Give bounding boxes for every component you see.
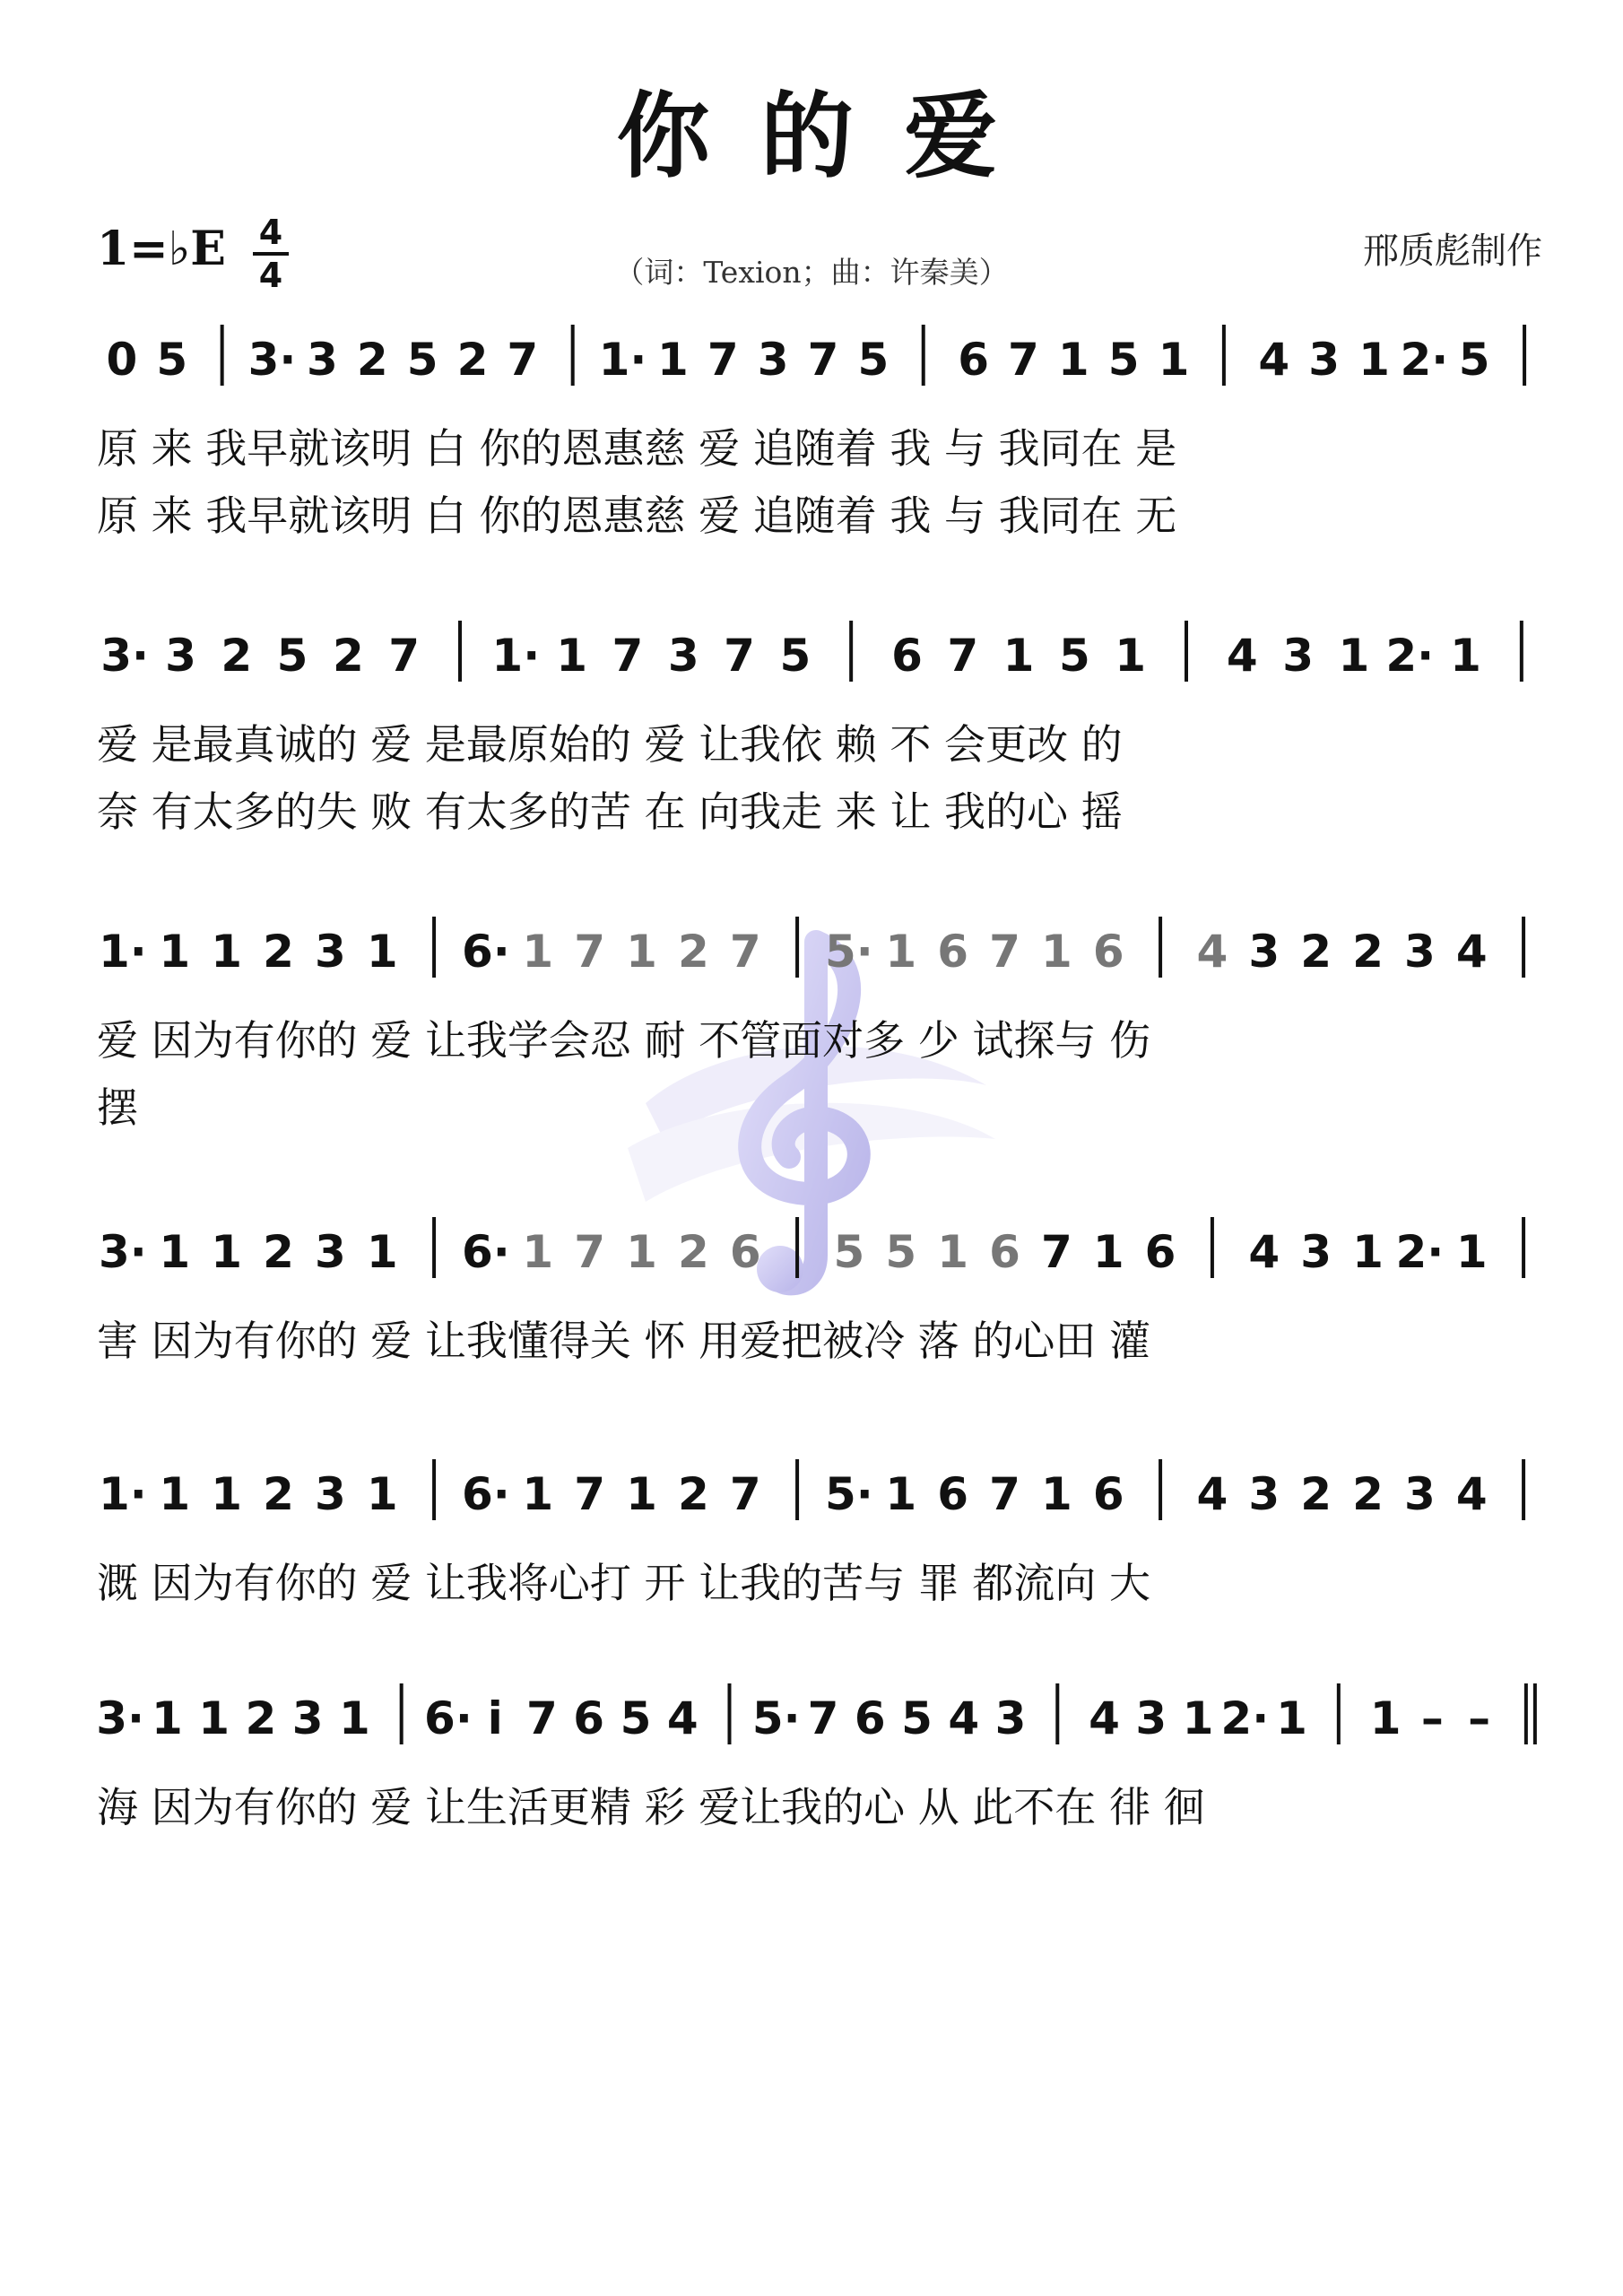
note: 1	[211, 1468, 243, 1520]
note: 1	[366, 1226, 398, 1278]
note: 7	[989, 926, 1020, 978]
note: 1·	[99, 926, 147, 978]
note: 2	[1300, 1468, 1332, 1520]
note: 6	[854, 1692, 886, 1744]
note: 3	[1282, 630, 1315, 682]
note: 7	[612, 630, 644, 682]
note: 5	[156, 334, 188, 386]
note: 1	[1338, 630, 1370, 682]
notation-row	[99, 1459, 1523, 1520]
note: 7	[707, 334, 739, 386]
note: 4	[1248, 1226, 1280, 1278]
note: 3	[1248, 926, 1280, 978]
note: 5	[833, 1226, 865, 1278]
note: 4	[1089, 1692, 1120, 1744]
note: 1	[885, 1468, 917, 1520]
note: 4	[1258, 334, 1290, 386]
note: 2	[1300, 926, 1332, 978]
note: 5	[885, 1226, 917, 1278]
note: 3	[314, 926, 346, 978]
note: 1	[159, 926, 191, 978]
note: 2	[263, 1226, 294, 1278]
note: 7	[1040, 1226, 1072, 1278]
note: 1	[151, 1692, 183, 1744]
note: 4	[1196, 1468, 1228, 1520]
note: 6·	[462, 926, 510, 978]
note: 1	[1358, 334, 1390, 386]
note: 5·	[825, 1468, 873, 1520]
note: 1	[522, 926, 554, 978]
note: 4	[1226, 630, 1258, 682]
note: 1	[211, 1226, 243, 1278]
lyric-line: 爱 是最真诚的 爱 是最原始的 爱 让我依 赖 不 会更改 的	[97, 720, 1123, 769]
note: 7	[574, 926, 606, 978]
note: 3	[1403, 1468, 1436, 1520]
note: 5	[406, 334, 438, 386]
note: 5	[1458, 334, 1490, 386]
note: 4	[1455, 1468, 1488, 1520]
note: 1	[198, 1692, 230, 1744]
note: 7	[507, 334, 539, 386]
note: 2	[263, 1468, 294, 1520]
note: 6	[937, 1468, 969, 1520]
note: 5	[1107, 334, 1140, 386]
notation-row	[107, 325, 1525, 386]
note: 3	[1248, 1468, 1280, 1520]
note: 7	[947, 630, 979, 682]
note: 1	[522, 1226, 554, 1278]
note: 6	[1092, 1468, 1124, 1520]
lyric-line: 摆	[97, 1083, 138, 1132]
lyric-line: 害 因为有你的 爱 让我懂得关 怀 用爱把被冷 落 的心田 灌	[97, 1317, 1150, 1365]
note: 1·	[491, 630, 541, 682]
note: 3·	[99, 1226, 147, 1278]
note: 3·	[247, 334, 297, 386]
note: 5	[779, 630, 812, 682]
note: 1	[522, 1468, 554, 1520]
note: 1	[211, 926, 243, 978]
note: 1	[366, 1468, 398, 1520]
note: 2	[221, 630, 253, 682]
time-signature-top: 4	[258, 213, 283, 252]
notation-row	[96, 1683, 1535, 1744]
note: 5·	[751, 1692, 801, 1744]
note: 3	[291, 1692, 324, 1744]
note: 1·	[99, 1468, 147, 1520]
note: 2·	[1400, 334, 1449, 386]
note: 6·	[424, 1692, 473, 1744]
note: –	[1468, 1692, 1491, 1744]
note: 6	[937, 926, 969, 978]
note: 1	[1352, 1226, 1384, 1278]
note: 5	[276, 630, 308, 682]
note: 1	[339, 1692, 370, 1744]
note: 4	[1455, 926, 1488, 978]
note: 2·	[1385, 630, 1435, 682]
note: 2	[356, 334, 388, 386]
note: 3·	[96, 1692, 145, 1744]
note: 3	[757, 334, 789, 386]
note: 1	[657, 334, 689, 386]
note: 1	[1450, 630, 1481, 682]
lyric-line: 溉 因为有你的 爱 让我将心打 开 让我的苦与 罪 都流向 大	[97, 1559, 1150, 1607]
note: 6	[989, 1226, 1020, 1278]
lyric-line: 原 来 我早就该明 白 你的恩惠慈 爱 追随着 我 与 我同在 是	[97, 424, 1177, 473]
note: 1	[1158, 334, 1190, 386]
note: 3·	[100, 630, 150, 682]
note: 1	[1092, 1226, 1124, 1278]
key-signature: 1=♭E	[97, 222, 226, 276]
note: 1	[366, 926, 398, 978]
note: 2	[677, 1468, 709, 1520]
note: 6	[729, 1226, 761, 1278]
notation-row	[100, 621, 1522, 682]
time-signature-bottom: 4	[258, 256, 283, 295]
note: 6	[958, 334, 989, 386]
note: 2	[677, 1226, 709, 1278]
note: 2·	[1220, 1692, 1270, 1744]
note: 1	[1057, 334, 1089, 386]
note: 1	[1115, 630, 1147, 682]
note: 1	[556, 630, 588, 682]
note: 3	[165, 630, 196, 682]
note: 7	[729, 1468, 761, 1520]
note: 7	[729, 926, 761, 978]
note: 5	[901, 1692, 933, 1744]
note: 1	[1002, 630, 1035, 682]
note: 6	[1144, 1226, 1176, 1278]
note: 7	[526, 1692, 558, 1744]
note: 5·	[825, 926, 873, 978]
lyric-line: 爱 因为有你的 爱 让我学会忍 耐 不管面对多 少 试探与 伤	[97, 1016, 1150, 1065]
note: 4	[666, 1692, 699, 1744]
note: 1	[626, 1226, 657, 1278]
note: 7	[574, 1468, 606, 1520]
lyric-line: 海 因为有你的 爱 让生活更精 彩 爱让我的心 从 此不在 徘 徊	[97, 1783, 1205, 1831]
note: 7	[807, 334, 839, 386]
note: 2	[456, 334, 489, 386]
note: 7	[388, 630, 421, 682]
note: 3	[314, 1468, 346, 1520]
note: 3	[667, 630, 699, 682]
note: i	[487, 1692, 503, 1744]
note: 6	[1092, 926, 1124, 978]
note: 5	[620, 1692, 652, 1744]
maker: 邢质彪制作	[1363, 230, 1542, 272]
note: 6·	[462, 1226, 510, 1278]
note: 5	[1058, 630, 1090, 682]
notation-row	[99, 917, 1523, 978]
note: 1	[937, 1226, 969, 1278]
note: 2	[245, 1692, 277, 1744]
note: 1	[626, 1468, 657, 1520]
note: 2	[1352, 1468, 1384, 1520]
note: 7	[807, 1692, 839, 1744]
note: 2	[332, 630, 364, 682]
note: 1	[159, 1468, 191, 1520]
note: 6	[573, 1692, 605, 1744]
note: 2	[677, 926, 709, 978]
note: 3	[1135, 1692, 1167, 1744]
song-title: 你 的 爱	[616, 81, 1007, 191]
note: 1	[1040, 1468, 1072, 1520]
note: 1	[626, 926, 657, 978]
notation-row	[99, 1217, 1523, 1278]
note: 4	[1196, 926, 1228, 978]
note: 0	[106, 334, 138, 386]
note: 3	[1403, 926, 1436, 978]
lyric-line: 奈 有太多的失 败 有太多的苦 在 向我走 来 让 我的心 摇	[97, 787, 1123, 836]
note: 7	[1008, 334, 1039, 386]
note: –	[1420, 1692, 1444, 1744]
credits: （词：Texion；曲：许秦美）	[614, 255, 1009, 290]
note: 6	[891, 630, 923, 682]
note: 6·	[462, 1468, 510, 1520]
note: 7	[574, 1226, 606, 1278]
note: 3	[306, 334, 338, 386]
note: 1	[1455, 1226, 1488, 1278]
note: 2	[263, 926, 294, 978]
note: 7	[989, 1468, 1020, 1520]
note: 1	[1369, 1692, 1402, 1744]
note: 3	[1300, 1226, 1332, 1278]
note: 1	[1182, 1692, 1214, 1744]
note: 2·	[1395, 1226, 1445, 1278]
lyric-line: 原 来 我早就该明 白 你的恩惠慈 爱 追随着 我 与 我同在 无	[97, 491, 1177, 540]
note: 1	[159, 1226, 191, 1278]
note: 3	[994, 1692, 1027, 1744]
note: 3	[1308, 334, 1341, 386]
note: 1	[1040, 926, 1072, 978]
note: 4	[948, 1692, 980, 1744]
note: 7	[724, 630, 755, 682]
note: 1	[885, 926, 917, 978]
note: 1·	[598, 334, 647, 386]
note: 2	[1352, 926, 1384, 978]
note: 3	[314, 1226, 346, 1278]
note: 1	[1276, 1692, 1307, 1744]
note: 5	[857, 334, 890, 386]
